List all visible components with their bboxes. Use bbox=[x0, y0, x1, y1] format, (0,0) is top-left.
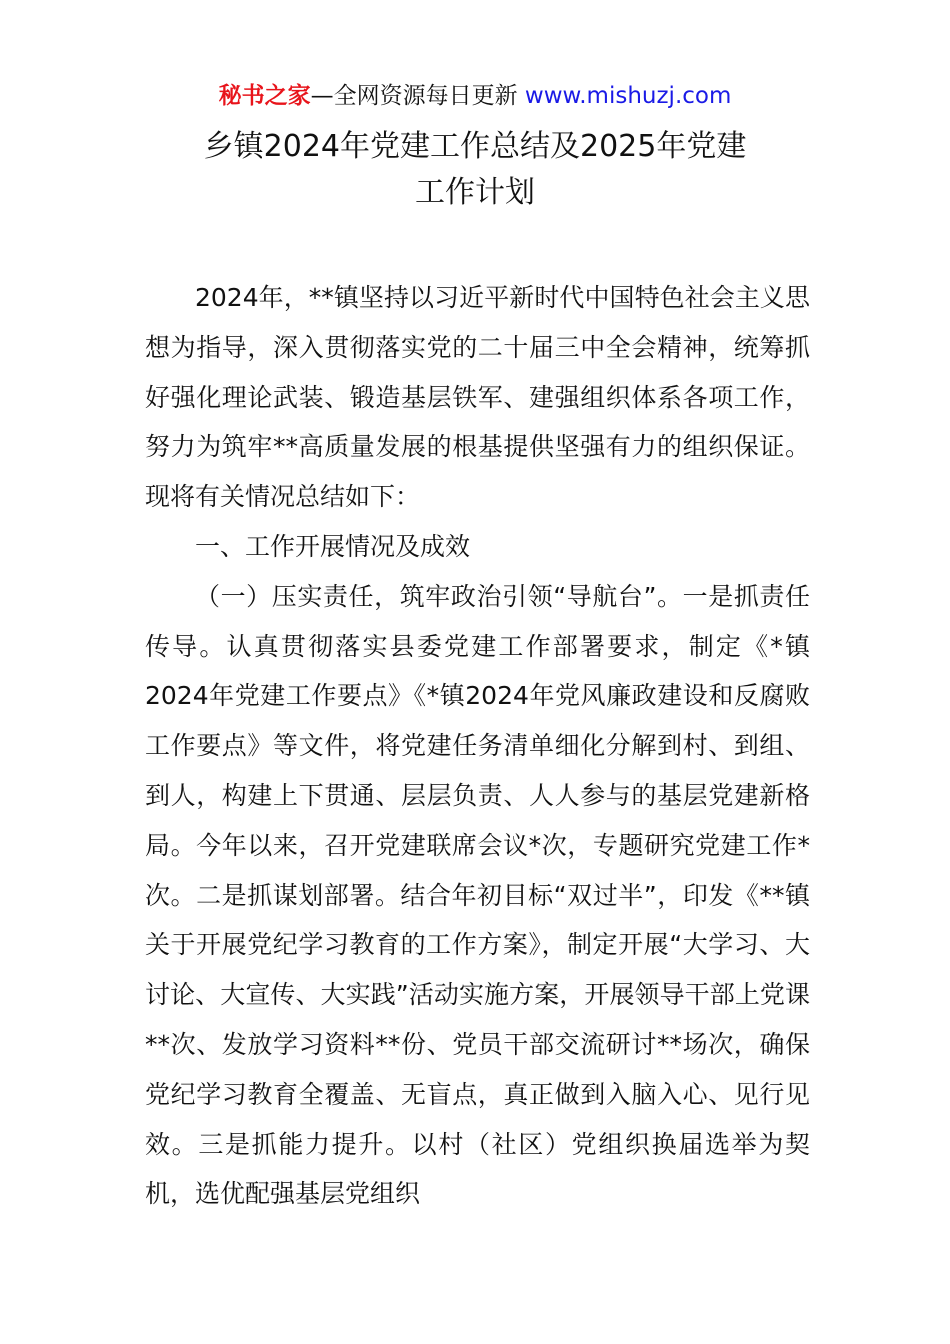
site-url-link[interactable]: www.mishuzj.com bbox=[524, 83, 732, 109]
document-title-line-1: 乡镇2024年党建工作总结及2025年党建 bbox=[203, 129, 747, 164]
site-tagline: —全网资源每日更新 bbox=[310, 83, 525, 109]
paragraph-intro: 2024年，**镇坚持以习近平新时代中国特色社会主义思想为指导，深入贯彻落实党的二十届三中全会精神，统筹抓好强化理论武装、锻造基层铁军、建强组织体系各项工作，努力为筑牢**高质量发展的根基提供坚强有力的组织保证。现将有关情况总结如下： bbox=[145, 283, 810, 512]
site-brand: 秘书之家 bbox=[218, 83, 311, 109]
site-header bbox=[0, 80, 950, 112]
document-title-line-2: 工作计划 bbox=[415, 175, 535, 210]
document-title bbox=[0, 124, 950, 216]
paragraph-section-1-1: （一）压实责任，筑牢政治引领“导航台”。一是抓责任传导。认真贯彻落实县委党建工作部署要求，制定《*镇2024年党建工作要点》《*镇2024年党风廉政建设和反腐败工作要点》等文件，将党建任务清单细化分解到村、到组、到人，构建上下贯通、层层负责、人人参与的基层党建新格局。今年以来，召开党建联席会议*次，专题研究党建工作*次。二是抓谋划部署。结合年初目标“双过半”，印发《**镇关于开展党纪学习教育的工作方案》，制定开展“大学习、大讨论、大宣传、大实践”活动实施方案，开展领导干部上党课**次、发放学习资料**份、党员干部交流研讨**场次，确保党纪学习教育全覆盖、无盲点，真正做到入脑入心、见行见效。三是抓能力提升。以村（社区）党组织换届选举为契机，选优配强基层党组织 bbox=[145, 581, 810, 1209]
section-heading-1: 一、工作开展情况及成效 bbox=[195, 531, 471, 561]
document-body bbox=[145, 273, 810, 1219]
